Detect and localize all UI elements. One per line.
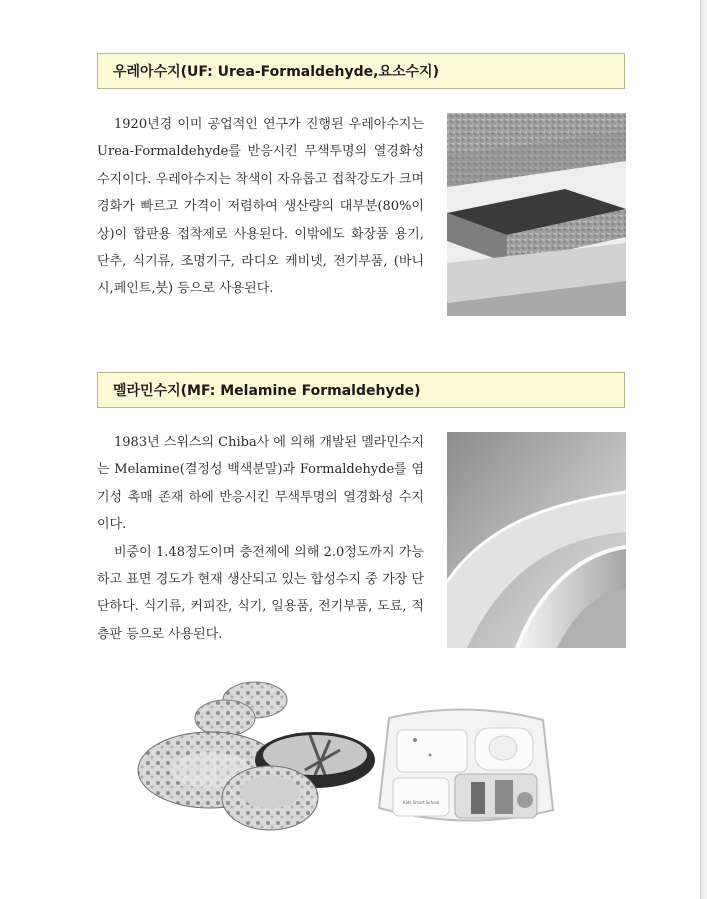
particle-board-photo bbox=[447, 113, 626, 316]
paragraph-melamine bbox=[97, 429, 424, 648]
melamine-bowls-photo bbox=[447, 432, 626, 648]
melamine-dishes-photo bbox=[135, 680, 375, 835]
section-heading-melamine: 멜라민수지(MF: Melamine Formaldehyde) bbox=[97, 372, 625, 408]
section-heading-urea: 우레아수지(UF: Urea-Formaldehyde,요소수지) bbox=[97, 53, 625, 89]
page-edge bbox=[701, 0, 707, 899]
paragraph-urea-text: 1920년경 이미 공업적인 연구가 진행된 우레아수지는 Urea-Formaldehyde를 반응시킨 무색투명의 열경화성 수지이다. 우레아수지는 착색이 자유롭고 접착강도가 크며 경화가 빠르고 가격이 저렴하여 생산량의 대부분(80%이상)이 합판용 접착제로 사용된다. 이밖에도 화장품 용기, 단추, 식기류, 조명기구, 라디오 케비넷, 전기부품, (바니시,페인트,붓) 등으로 사용된다. bbox=[97, 117, 424, 297]
paragraph-melamine-text-2: 비중이 1.48정도이며 충전제에 의해 2.0정도까지 가능하고 표면 경도가 현재 생산되고 있는 합성수지 중 가장 단단하다. 식기류, 커피잔, 식기, 일용품, 전기부품, 도료, 적층판 등으로 사용된다. bbox=[97, 544, 424, 642]
paragraph-urea bbox=[97, 111, 424, 303]
paragraph-melamine-text-1: 1983년 스위스의 Chiba사 에 의해 개발된 멜라민수지는 Melamine(결정성 백색분말)과 Formaldehyde를 염기성 촉매 존재 하에 반응시킨 무색투명의 열경화성 수지이다. bbox=[97, 435, 424, 533]
tray-print-text: Kids Smart School bbox=[403, 800, 440, 805]
melamine-tray-photo bbox=[375, 700, 555, 832]
